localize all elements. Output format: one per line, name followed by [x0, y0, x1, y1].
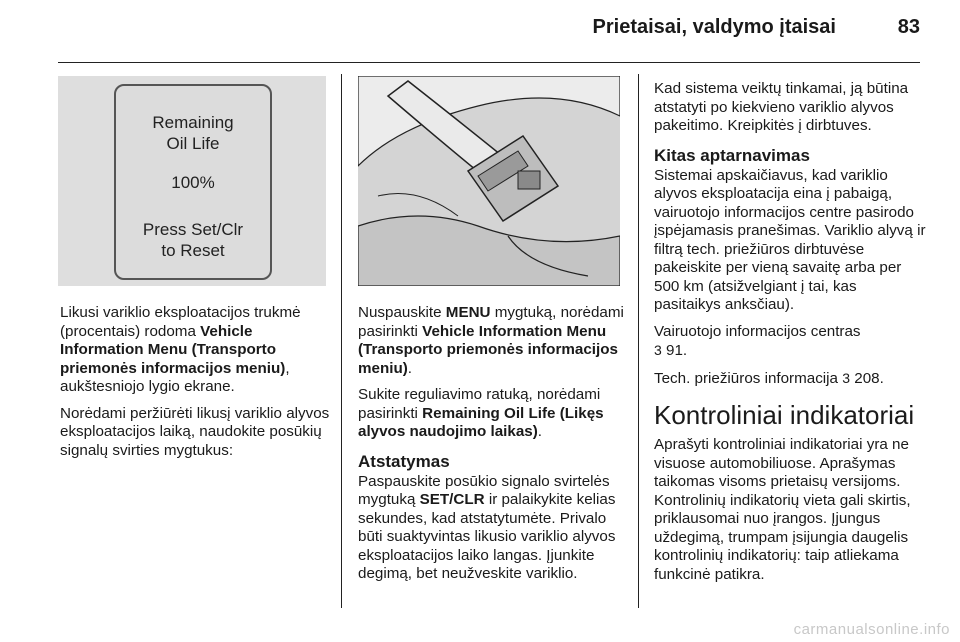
paragraph: Sistemai apskaičiavus, kad variklio alyvos eksploatacija eina į pabaigą, vairuotojo informacijos centre pasirodo įspėjamasis pranešimas. Variklio alyvą ir filtrą tech. priežiūros dirbtuvėse pakeiskite per vieną savaitę arba per 500 km (atsižvelgiant į tai, kas pasitaikys anksčiau).	[654, 166, 926, 313]
display-line: to Reset	[161, 241, 225, 260]
column-divider	[341, 74, 342, 608]
paragraph: Norėdami peržiūrėti likusį variklio alyvos eksploatacijos laiką, naudokite posūkių signalų svirties mygtukus:	[60, 404, 330, 459]
text: , aukštesniojo lygio ekrane.	[60, 359, 290, 395]
watermark: carmanualsonline.info	[793, 621, 950, 638]
section-heading-large: Kontroliniai indikatoriai	[654, 400, 915, 430]
display-percent: 100%	[171, 173, 215, 192]
text: Vairuotojo informacijos centras	[654, 322, 861, 340]
text: Nuspauskite	[358, 304, 446, 321]
display-screen	[114, 84, 272, 280]
column-2	[358, 304, 633, 592]
oil-life-display-illustration	[58, 76, 326, 286]
paragraph	[654, 369, 926, 389]
header-title: Prietaisai, valdymo įtaisai	[592, 16, 836, 38]
display-line: Oil Life	[166, 134, 220, 153]
page-reference-icon: 3	[842, 369, 851, 386]
page-reference: 208.	[850, 369, 884, 387]
bold-text: Remaining Oil Life (Likęs alyvos naudojimo laikas)	[358, 404, 604, 440]
text: Tech. priežiūros informacija	[654, 369, 843, 387]
text: .	[407, 359, 413, 377]
paragraph	[358, 386, 633, 442]
text: Paspauskite posūkio signalo svirtelės mygtuką	[358, 472, 610, 508]
bold-text: MENU	[445, 304, 491, 321]
paragraph	[358, 473, 633, 584]
paragraph	[358, 304, 633, 378]
turn-signal-lever-illustration	[358, 76, 620, 286]
section-heading: Kitas aptarnavimas	[654, 145, 810, 165]
column-1	[60, 304, 330, 468]
page-reference-icon: 3	[654, 342, 662, 358]
paragraph	[654, 323, 926, 361]
paragraph	[60, 304, 330, 397]
bold-text: Vehicle Information Menu (Transporto priemonės informacijos meniu)	[60, 322, 286, 377]
column-divider	[638, 74, 639, 608]
text: mygtuką, norėdami pasirinkti	[358, 304, 624, 340]
display-line: Press Set/Clr	[142, 220, 244, 239]
display-line: Remaining	[152, 113, 234, 132]
lever-drawing	[358, 76, 620, 286]
section-heading: Atstatymas	[358, 451, 450, 471]
bold-text: Vehicle Information Menu (Transporto priemonės informacijos meniu)	[358, 322, 618, 377]
text: Sukite reguliavimo ratuką, norėdami pasirinkti	[358, 386, 601, 422]
column-3	[654, 80, 926, 592]
paragraph: Aprašyti kontroliniai indikatoriai yra ne visuose automobiliuose. Aprašymas taikomas visoms prietaisų versijoms. Kontrolinių indikatorių vieta gali skirtis, priklausomai nuo įrangos. Įjungus uždegimą, trumpam įsijungia daugelis kontrolinių indikatorių: taip atliekama funkcinė patikra.	[654, 436, 911, 583]
text: .	[537, 423, 543, 440]
bold-text: SET/CLR	[419, 491, 485, 508]
page-number: 83	[897, 16, 920, 38]
text: Likusi variklio eksploatacijos trukmė (procentais) rodoma	[60, 304, 301, 340]
paragraph: Kad sistema veiktų tinkamai, ją būtina atstatyti po kiekvieno variklio alyvos pakeitimo. Kreipkitės į dirbtuves.	[654, 80, 909, 134]
text: ir palaikykite kelias sekundes, kad atstatytumėte. Privalo būti suaktyvintas likusio variklio alyvos eksploatacijos laiko langas. Įjunkite degimą, bet neužveskite variklio.	[358, 491, 616, 582]
page-reference: 91.	[661, 342, 688, 359]
header-rule	[58, 62, 920, 63]
